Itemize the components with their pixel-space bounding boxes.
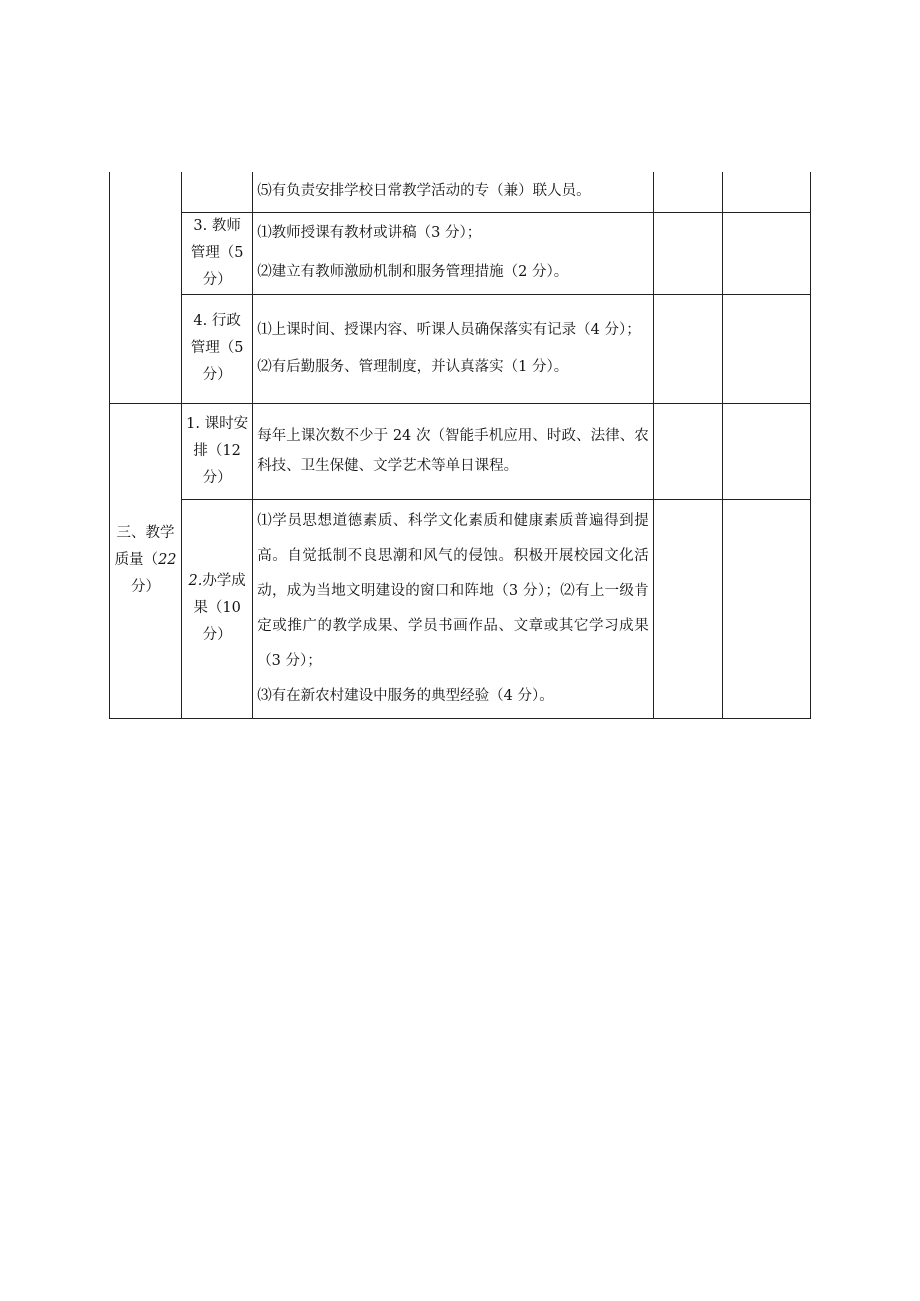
category-cell-continued	[110, 172, 182, 403]
remark-cell	[722, 294, 810, 403]
category-label: 三、教学	[116, 525, 175, 541]
category-points: 22	[158, 552, 177, 568]
evaluation-table	[109, 172, 811, 719]
criteria-item: ⑴上课时间、授课内容、听课人员确保落实有记录（4 分）；	[257, 321, 641, 338]
subitem-label: 分）	[202, 367, 232, 383]
subitem-label: 排（12	[193, 442, 241, 459]
subitem-cell-teacher-mgmt	[182, 212, 253, 294]
criteria-item: ⑸有负责安排学校日常教学活动的专（兼）联人员。	[257, 183, 591, 200]
score-cell	[653, 212, 722, 294]
criteria-cell	[253, 212, 654, 294]
subitem-label: 管理（5	[190, 244, 244, 261]
table-row	[110, 294, 811, 403]
table-row	[110, 403, 811, 499]
remark-cell	[722, 499, 810, 718]
subitem-label: 分）	[202, 271, 232, 288]
subitem-label	[182, 568, 252, 595]
category-label-text: 质量（	[114, 552, 159, 568]
score-cell	[653, 499, 722, 718]
category-label	[110, 547, 181, 574]
remark-cell	[722, 212, 810, 294]
subitem-label-text: 办学成	[202, 573, 246, 589]
subitem-cell-schedule	[182, 403, 253, 499]
score-cell	[653, 294, 722, 403]
remark-cell	[722, 403, 810, 499]
subitem-number: 2.	[188, 573, 203, 589]
criteria-item: ⑵有后勤服务、管理制度，并认真落实（1 分）。	[257, 358, 569, 375]
remark-cell	[722, 172, 810, 212]
subitem-label: 分）	[202, 627, 232, 643]
criteria-item: ⑵建立有教师激励机制和服务管理措施（2 分）。	[257, 264, 569, 280]
subitem-label: 分）	[202, 469, 232, 486]
subitem-label: 4. 行政	[193, 313, 241, 329]
category-cell-teaching-quality	[110, 403, 182, 718]
criteria-item: ⑶有在新农村建设中服务的典型经验（4 分）。	[257, 687, 554, 704]
table-row	[110, 499, 811, 718]
criteria-cell	[253, 172, 654, 212]
subitem-cell-admin-mgmt	[182, 294, 253, 403]
subitem-label: 果（10	[193, 600, 241, 616]
criteria-cell	[253, 403, 654, 499]
score-cell	[653, 172, 722, 212]
subitem-label: 管理（5	[190, 340, 244, 356]
criteria-item: ⑴学员思想道德素质、科学文化素质和健康素质普遍得到提高。自觉抵制不良思潮和风气的侵蚀。积极开展校园文化活动，成为当地文明建设的窗口和阵地（3 分）；⑵有上一级肯定或推广的教学成果、学员书画作品、文章或其它学习成果（3 分）；	[257, 512, 649, 669]
subitem-label: 3. 教师	[193, 217, 241, 234]
criteria-item: 每年上课次数不少于 24 次（智能手机应用、时政、法律、农科技、卫生保健、文学艺术等单日课程。	[257, 428, 649, 474]
subitem-cell-continued	[182, 172, 253, 212]
criteria-cell	[253, 499, 654, 718]
subitem-label: 1. 课时安	[186, 415, 249, 432]
table-row	[110, 172, 811, 212]
criteria-cell	[253, 294, 654, 403]
subitem-cell-results	[182, 499, 253, 718]
score-cell	[653, 403, 722, 499]
table-row	[110, 212, 811, 294]
criteria-item: ⑴教师授课有教材或讲稿（3 分）；	[257, 225, 482, 241]
category-label: 分）	[131, 579, 161, 595]
